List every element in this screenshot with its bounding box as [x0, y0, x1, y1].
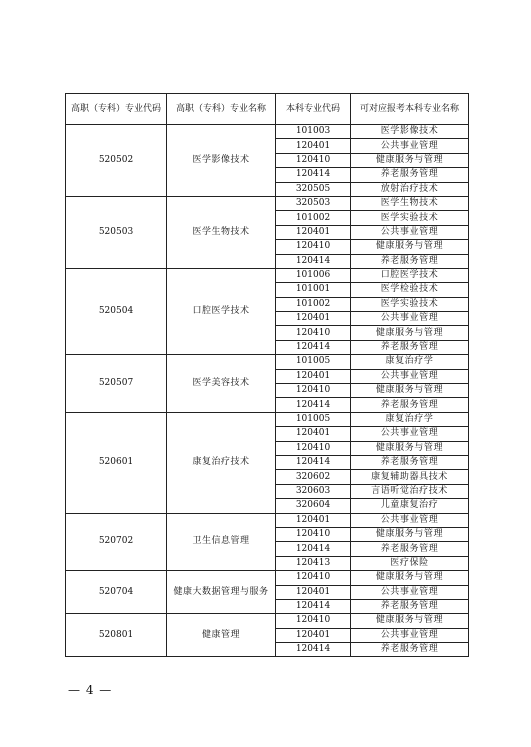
- undergrad-code-cell: 120401: [276, 139, 351, 153]
- vocational-code-cell: 520504: [66, 268, 167, 354]
- header-undergrad-code: 本科专业代码: [276, 94, 351, 125]
- table-row: [66, 196, 469, 210]
- undergrad-name-cell: 健康服务与管理: [351, 326, 469, 340]
- undergrad-name-cell: 健康服务与管理: [351, 441, 469, 455]
- undergrad-name-cell: 放射治疗技术: [351, 182, 469, 196]
- undergrad-name-cell: 公共事业管理: [351, 585, 469, 599]
- undergrad-code-cell: 320604: [276, 499, 351, 513]
- vocational-code-cell: 520702: [66, 513, 167, 571]
- undergrad-code-cell: 120410: [276, 527, 351, 541]
- vocational-name-cell: 康复治疗技术: [167, 412, 276, 513]
- undergrad-name-cell: 健康服务与管理: [351, 571, 469, 585]
- undergrad-code-cell: 120410: [276, 441, 351, 455]
- table-row: [66, 513, 469, 527]
- vocational-code-cell: 520502: [66, 125, 167, 197]
- vocational-code-cell: 520704: [66, 571, 167, 614]
- undergrad-name-cell: 医学影像技术: [351, 125, 469, 139]
- undergrad-name-cell: 公共事业管理: [351, 139, 469, 153]
- table-row: [66, 614, 469, 628]
- undergrad-code-cell: 120410: [276, 571, 351, 585]
- undergrad-code-cell: 320602: [276, 470, 351, 484]
- undergrad-name-cell: 口腔医学技术: [351, 268, 469, 282]
- vocational-name-cell: 医学生物技术: [167, 196, 276, 268]
- undergrad-code-cell: 120414: [276, 340, 351, 354]
- undergrad-code-cell: 120410: [276, 384, 351, 398]
- vocational-name-cell: 医学美容技术: [167, 355, 276, 413]
- undergrad-name-cell: 健康服务与管理: [351, 153, 469, 167]
- header-vocational-name: 高职（专科）专业名称: [167, 94, 276, 125]
- undergrad-code-cell: 120414: [276, 599, 351, 613]
- undergrad-code-cell: 120414: [276, 542, 351, 556]
- undergrad-name-cell: 养老服务管理: [351, 542, 469, 556]
- undergrad-name-cell: 言语听觉治疗技术: [351, 484, 469, 498]
- vocational-code-cell: 520601: [66, 412, 167, 513]
- vocational-code-cell: 520507: [66, 355, 167, 413]
- undergrad-code-cell: 320503: [276, 196, 351, 210]
- undergrad-code-cell: 120414: [276, 168, 351, 182]
- undergrad-code-cell: 120401: [276, 585, 351, 599]
- undergrad-code-cell: 320603: [276, 484, 351, 498]
- undergrad-name-cell: 医学实验技术: [351, 211, 469, 225]
- undergrad-code-cell: 120401: [276, 312, 351, 326]
- header-vocational-code: 高职（专科）专业代码: [66, 94, 167, 125]
- header-undergrad-name: 可对应报考本科专业名称: [351, 94, 469, 125]
- table-body: [66, 125, 469, 657]
- undergrad-name-cell: 医学检验技术: [351, 283, 469, 297]
- undergrad-name-cell: 公共事业管理: [351, 225, 469, 239]
- undergrad-name-cell: 公共事业管理: [351, 628, 469, 642]
- undergrad-name-cell: 养老服务管理: [351, 340, 469, 354]
- undergrad-name-cell: 养老服务管理: [351, 168, 469, 182]
- undergrad-name-cell: 健康服务与管理: [351, 384, 469, 398]
- vocational-name-cell: 口腔医学技术: [167, 268, 276, 354]
- page-number: — 4 —: [68, 683, 113, 697]
- table-header-row: [66, 94, 469, 125]
- undergrad-code-cell: 120401: [276, 628, 351, 642]
- undergrad-code-cell: 101005: [276, 355, 351, 369]
- undergrad-name-cell: 公共事业管理: [351, 312, 469, 326]
- undergrad-name-cell: 养老服务管理: [351, 398, 469, 412]
- undergrad-name-cell: 养老服务管理: [351, 254, 469, 268]
- undergrad-code-cell: 120401: [276, 369, 351, 383]
- undergrad-code-cell: 120413: [276, 556, 351, 570]
- undergrad-code-cell: 101003: [276, 125, 351, 139]
- undergrad-name-cell: 康复治疗学: [351, 355, 469, 369]
- undergrad-name-cell: 康复治疗学: [351, 412, 469, 426]
- undergrad-name-cell: 医学生物技术: [351, 196, 469, 210]
- undergrad-name-cell: 公共事业管理: [351, 369, 469, 383]
- undergrad-name-cell: 健康服务与管理: [351, 240, 469, 254]
- undergrad-name-cell: 儿童康复治疗: [351, 499, 469, 513]
- undergrad-name-cell: 养老服务管理: [351, 599, 469, 613]
- undergrad-code-cell: 120410: [276, 614, 351, 628]
- undergrad-name-cell: 养老服务管理: [351, 643, 469, 657]
- undergrad-code-cell: 120401: [276, 427, 351, 441]
- undergrad-code-cell: 101005: [276, 412, 351, 426]
- table-row: [66, 412, 469, 426]
- undergrad-code-cell: 101006: [276, 268, 351, 282]
- undergrad-code-cell: 120401: [276, 225, 351, 239]
- undergrad-code-cell: 120410: [276, 326, 351, 340]
- undergrad-name-cell: 医学实验技术: [351, 297, 469, 311]
- undergrad-name-cell: 医疗保险: [351, 556, 469, 570]
- vocational-code-cell: 520801: [66, 614, 167, 657]
- undergrad-name-cell: 健康服务与管理: [351, 527, 469, 541]
- table-row: [66, 268, 469, 282]
- vocational-name-cell: 健康管理: [167, 614, 276, 657]
- vocational-code-cell: 520503: [66, 196, 167, 268]
- undergrad-code-cell: 101001: [276, 283, 351, 297]
- undergrad-code-cell: 101002: [276, 297, 351, 311]
- undergrad-code-cell: 120414: [276, 254, 351, 268]
- major-mapping-table: [65, 93, 469, 657]
- vocational-name-cell: 医学影像技术: [167, 125, 276, 197]
- undergrad-code-cell: 120410: [276, 153, 351, 167]
- undergrad-code-cell: 120401: [276, 513, 351, 527]
- table-row: [66, 571, 469, 585]
- vocational-name-cell: 卫生信息管理: [167, 513, 276, 571]
- vocational-name-cell: 健康大数据管理与服务: [167, 571, 276, 614]
- undergrad-code-cell: 120410: [276, 240, 351, 254]
- table-row: [66, 125, 469, 139]
- undergrad-code-cell: 120414: [276, 398, 351, 412]
- table-row: [66, 355, 469, 369]
- undergrad-name-cell: 公共事业管理: [351, 427, 469, 441]
- undergrad-code-cell: 320505: [276, 182, 351, 196]
- undergrad-name-cell: 康复辅助器具技术: [351, 470, 469, 484]
- undergrad-name-cell: 健康服务与管理: [351, 614, 469, 628]
- undergrad-name-cell: 公共事业管理: [351, 513, 469, 527]
- undergrad-code-cell: 120414: [276, 643, 351, 657]
- undergrad-code-cell: 101002: [276, 211, 351, 225]
- undergrad-name-cell: 养老服务管理: [351, 455, 469, 469]
- undergrad-code-cell: 120414: [276, 455, 351, 469]
